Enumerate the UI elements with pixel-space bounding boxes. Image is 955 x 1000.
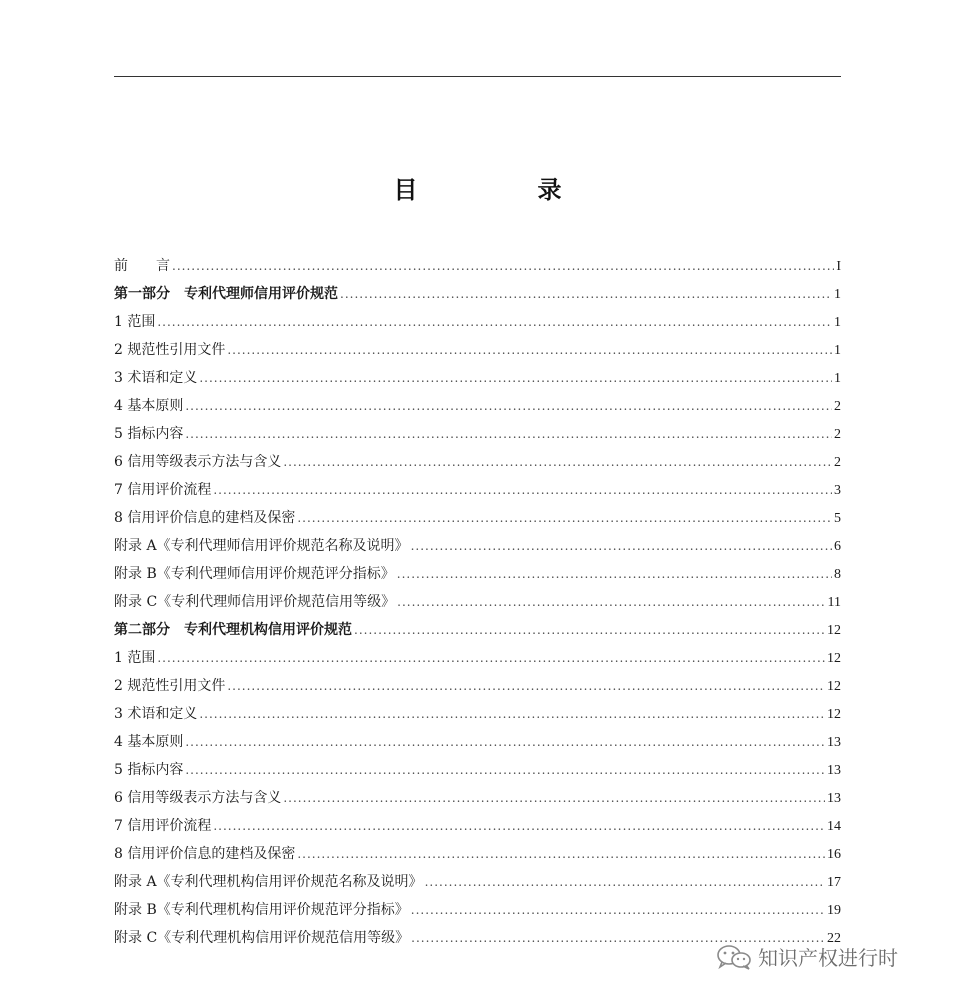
toc-leader-dots <box>185 392 832 420</box>
toc-page-number: 3 <box>834 483 841 498</box>
toc-leader-dots <box>172 252 834 280</box>
toc-entry-label: 2 规范性引用文件 <box>114 342 226 358</box>
toc-entry-label: 5 指标内容 <box>114 762 184 778</box>
toc-leader-dots <box>227 336 832 364</box>
toc-leader-dots <box>425 868 825 896</box>
toc-page-number: 14 <box>827 819 841 834</box>
toc-leader-dots <box>157 308 832 336</box>
toc-entry-label: 8 信用评价信息的建档及保密 <box>114 510 296 526</box>
toc-part-heading[interactable] <box>114 280 841 308</box>
toc-page-number: 17 <box>827 875 841 890</box>
toc-entry-label: 附录 B《专利代理机构信用评价规范评分指标》 <box>114 902 409 918</box>
toc-page-number: 19 <box>827 903 841 918</box>
toc-leader-dots <box>185 420 832 448</box>
toc-entry[interactable] <box>114 588 841 616</box>
watermark <box>716 942 898 971</box>
toc-page-number: 11 <box>827 595 841 610</box>
toc-leader-dots <box>411 896 825 924</box>
toc-leader-dots <box>227 672 825 700</box>
toc-leader-dots <box>297 504 832 532</box>
toc-page-number: 1 <box>834 315 841 330</box>
toc-page-number: 1 <box>834 343 841 358</box>
table-of-contents <box>114 252 841 952</box>
toc-entry[interactable] <box>114 756 841 784</box>
toc-page-number: 12 <box>827 651 841 666</box>
toc-entry-label: 第一部分 专利代理师信用评价规范 <box>114 286 338 302</box>
toc-page-number: 2 <box>834 427 841 442</box>
toc-entry[interactable] <box>114 700 841 728</box>
toc-leader-dots <box>213 476 832 504</box>
toc-entry-label: 7 信用评价流程 <box>114 482 212 498</box>
toc-entry-label: 3 术语和定义 <box>114 706 198 722</box>
toc-entry-label: 附录 C《专利代理机构信用评价规范信用等级》 <box>114 930 410 946</box>
toc-page-number: 1 <box>834 287 841 302</box>
toc-page-number: 6 <box>834 539 841 554</box>
toc-leader-dots <box>199 364 832 392</box>
toc-page-number: 8 <box>834 567 841 582</box>
toc-leader-dots <box>283 448 832 476</box>
toc-entry-label: 6 信用等级表示方法与含义 <box>114 790 282 806</box>
toc-entry-label: 4 基本原则 <box>114 398 184 414</box>
toc-page-number: 1 <box>834 371 841 386</box>
toc-entry[interactable] <box>114 840 841 868</box>
watermark-text: 知识产权进行时 <box>758 946 898 970</box>
toc-entry-label: 附录 C《专利代理师信用评价规范信用等级》 <box>114 594 396 610</box>
toc-entry-label: 6 信用等级表示方法与含义 <box>114 454 282 470</box>
toc-entry-label: 8 信用评价信息的建档及保密 <box>114 846 296 862</box>
toc-entry[interactable] <box>114 784 841 812</box>
toc-leader-dots <box>340 280 832 308</box>
toc-page-number: 12 <box>827 707 841 722</box>
header-rule <box>114 76 841 77</box>
toc-page-number: I <box>836 259 841 274</box>
toc-entry-label: 前 言 <box>114 258 170 274</box>
toc-entry[interactable] <box>114 644 841 672</box>
toc-page-number: 2 <box>834 399 841 414</box>
toc-entry[interactable] <box>114 812 841 840</box>
toc-entry[interactable] <box>114 420 841 448</box>
toc-entry[interactable] <box>114 728 841 756</box>
toc-entry[interactable] <box>114 896 841 924</box>
toc-entry[interactable] <box>114 308 841 336</box>
toc-leader-dots <box>397 588 825 616</box>
toc-part-heading[interactable] <box>114 616 841 644</box>
toc-leader-dots <box>199 700 825 728</box>
toc-page-number: 13 <box>827 763 841 778</box>
toc-entry[interactable] <box>114 504 841 532</box>
toc-leader-dots <box>411 532 832 560</box>
toc-entry-label: 第二部分 专利代理机构信用评价规范 <box>114 622 352 638</box>
toc-entry[interactable] <box>114 364 841 392</box>
toc-entry-label: 附录 A《专利代理机构信用评价规范名称及说明》 <box>114 874 423 890</box>
toc-leader-dots <box>185 728 825 756</box>
toc-entry-label: 1 范围 <box>114 314 156 330</box>
toc-leader-dots <box>283 784 825 812</box>
toc-page-number: 22 <box>827 931 841 946</box>
toc-entry[interactable] <box>114 672 841 700</box>
toc-page-number: 5 <box>834 511 841 526</box>
toc-entry-label: 5 指标内容 <box>114 426 184 442</box>
toc-entry[interactable] <box>114 336 841 364</box>
toc-entry[interactable] <box>114 532 841 560</box>
toc-entry[interactable] <box>114 252 841 280</box>
toc-entry-label: 附录 B《专利代理师信用评价规范评分指标》 <box>114 566 395 582</box>
toc-page-number: 12 <box>827 623 841 638</box>
toc-entry[interactable] <box>114 392 841 420</box>
toc-entry-label: 1 范围 <box>114 650 156 666</box>
toc-entry[interactable] <box>114 448 841 476</box>
toc-page-number: 13 <box>827 791 841 806</box>
toc-leader-dots <box>213 812 825 840</box>
toc-entry-label: 2 规范性引用文件 <box>114 678 226 694</box>
toc-leader-dots <box>397 560 832 588</box>
toc-page-number: 2 <box>834 455 841 470</box>
toc-page-number: 13 <box>827 735 841 750</box>
toc-page-number: 12 <box>827 679 841 694</box>
toc-entry-label: 附录 A《专利代理师信用评价规范名称及说明》 <box>114 538 409 554</box>
toc-leader-dots <box>157 644 825 672</box>
toc-page-number: 16 <box>827 847 841 862</box>
toc-leader-dots <box>185 756 825 784</box>
toc-entry-label: 4 基本原则 <box>114 734 184 750</box>
toc-entry-label: 3 术语和定义 <box>114 370 198 386</box>
toc-leader-dots <box>354 616 825 644</box>
wechat-icon <box>716 944 752 970</box>
page-title: 目 录 <box>393 175 610 204</box>
toc-leader-dots <box>297 840 825 868</box>
toc-entry-label: 7 信用评价流程 <box>114 818 212 834</box>
toc-entry[interactable] <box>114 868 841 896</box>
toc-entry[interactable] <box>114 560 841 588</box>
toc-entry[interactable] <box>114 476 841 504</box>
